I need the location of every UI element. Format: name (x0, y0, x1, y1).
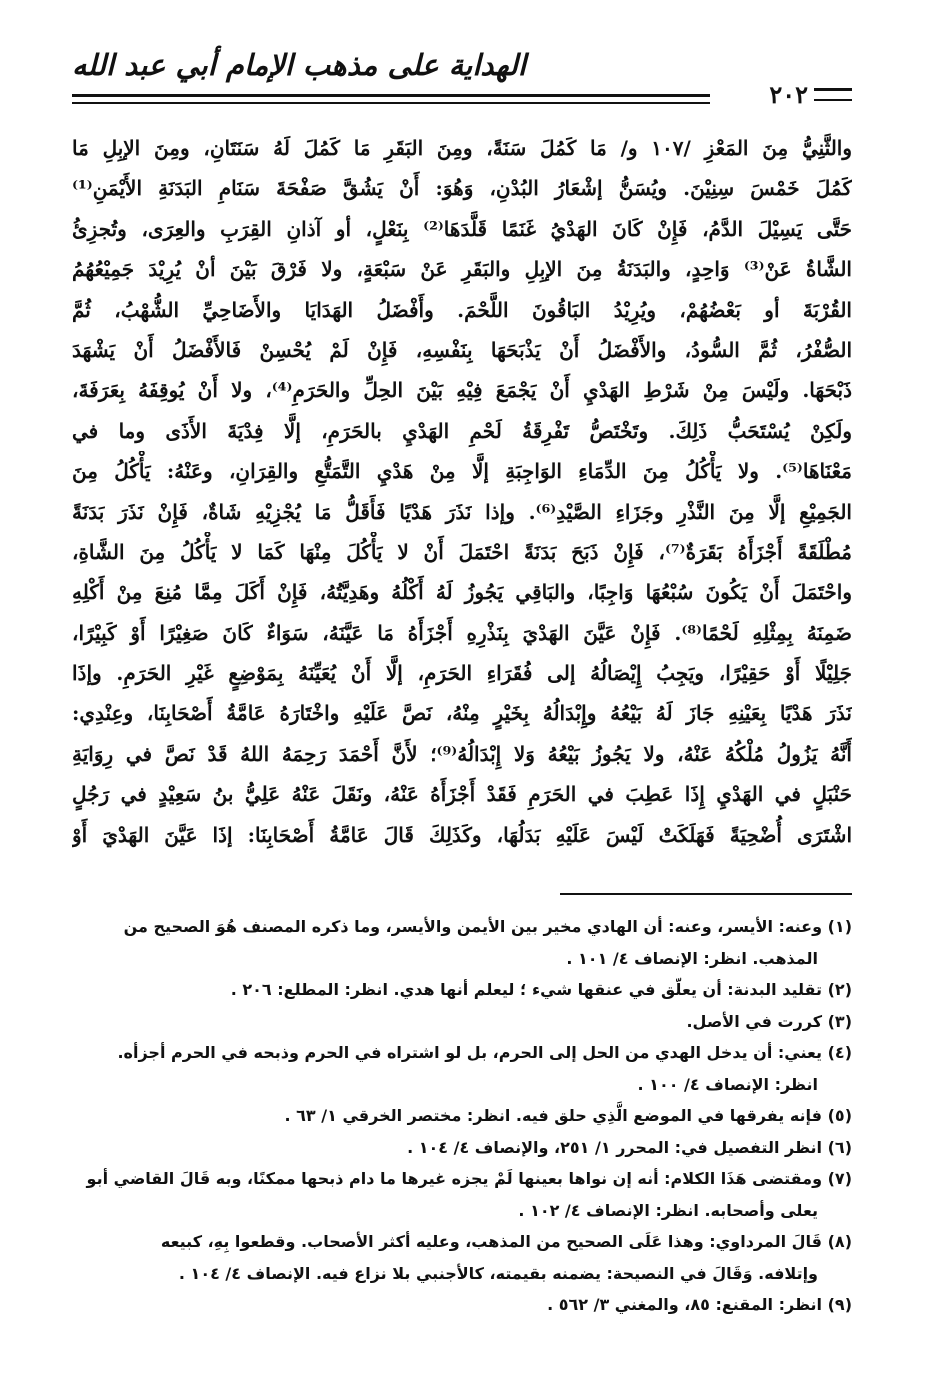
page-header (72, 40, 852, 118)
main-text (72, 128, 852, 855)
footnote-8: (٨) قَالَ المرداوي: وهذا عَلَى الصحيح من المذهب، وعليه أكثر الأصحاب. وقطعوا بِهِ، كبيعه (160, 1232, 852, 1252)
text-line: كَمُلَ خَمْسَ سِنِيْنَ. ويُسَنُّ إشْعَارُ البُدْنِ، وَهُوَ: أَنْ يَشُقَّ صَفْحَةَ سَنَامِ البَدَنَةِ الأَيْمَنِ⁽¹⁾ (72, 176, 852, 201)
footnote-separator (560, 893, 852, 895)
footnote-4: (٤) يعني: أن يدخل الهدي من الحل إلى الحرم، بل لو اشتراه في الحرم وذبحه في الحرم أجزأه. (117, 1043, 852, 1063)
footnote-5: (٥) فإنه يفرقها في الموضع الَّذِي حلق فيه. انظر: مختصر الخرقي ١/ ٦٣ . (284, 1106, 852, 1126)
footnote-9: (٩) انظر: المقنع: ٨٥، والمغني ٣/ ٥٦٢ . (547, 1295, 852, 1315)
footnote-7-continuation: يعلى وأصحابه. انظر: الإنصاف ٤/ ١٠٢ . (518, 1200, 818, 1220)
footnotes (72, 911, 852, 1321)
text-line: الشَّاةُ عَنْ⁽³⁾ وَاحِدٍ، والبَدَنَةُ مِنَ الإبِلِ والبَقَرِ عَنْ سَبْعَةٍ، ولا فَرْقَ بَيْنَ أنْ يُرِيْدَ جَمِيْعُهُمُ (72, 257, 852, 282)
text-line: ولَكِنْ يُسْتَحَبُّ ذَلِكَ. وتَخْتَصُّ تَفْرِقَةُ لَحْمِ الهَدْيِ بالحَرَمِ، إلَّا فِدْيَةَ الأَذَى وما في (72, 418, 852, 443)
footnote-1: (١) وعنه: الأيسر، وعنه: أن الهادي مخير بين الأيمن والأيسر، وما ذكره المصنف هُوَ الصحيح من (123, 917, 852, 937)
text-line: الصُّفْرُ، ثُمَّ السُّودُ، والأَفْضَلُ أَنْ يَذْبَحَهَا بِنَفْسِهِ، فَإِنْ لَمْ يُحْسِنْ فَالأَفْضَلُ أَنْ يَشْهَدَ (72, 337, 852, 362)
footnote-3: (٣) كررت في الأصل. (686, 1011, 852, 1031)
text-line: القُرْبَةَ أو بَعْضُهُمْ، ويُرِيْدُ البَاقُونَ اللَّحْمَ. وأَفْضَلُ الهَدَايَا والأَضَاحِيِّ الشُّهْبُ، ثُمَّ (72, 297, 852, 322)
text-line: ضَمِنَهُ بِمِثْلِهِ لَحْمًا⁽⁸⁾. فَإِنْ عَيَّنَ الهَدْيَ بِنَذْرِهِ أَجْزَأَهُ مَا عَيَّنَهُ، سَوَاءٌ كَانَ صَغِيْرًا أَوْ كَبِيْرًا، (72, 620, 852, 645)
text-line: حَنْبَلٍ في الهَدْيِ إِذَا عَطِبَ في الحَرَمِ فَقَدْ أَجْزَأَهُ عَنْهُ، ونَقَلَ عَنْهُ عَلِيُّ بنُ سَعِيْدٍ في رَجُلٍ (72, 782, 852, 807)
text-line: واحْتَمَلَ أَنْ يَكُونَ سُبْعُهَا وَاجِبًا، والبَاقِي يَجُوزُ لَهُ أَكْلُهُ وهَدِيَّتُهُ، فَإِنْ أَكَلَ مِمَّا مُنِعَ مِنْ أَكْلِهِ (72, 580, 852, 605)
text-line: مَعْنَاهَا⁽⁵⁾. ولا يَأْكُلُ مِنَ الدِّمَاءِ الوَاجِبَةِ إلَّا مِنْ هَدْيِ التَّمَتُّعِ والقِرَانِ، وعَنْهُ: يَأْكُلُ مِنَ (72, 459, 852, 484)
footnote-1-continuation: المذهب. انظر: الإنصاف ٤/ ١٠١ . (566, 948, 818, 968)
footnote-7: (٧) ومقتضى هَذَا الكلام: أنه إن نواها بعينها لَمْ يجزه غيرها ما دام ذبحها ممكنًا، وبه قَالَ القاضي أبو (86, 1169, 852, 1189)
footnote-2: (٢) تقليد البدنة: أن يعلّق في عنقها شيء ؛ ليعلم أنها هدي. انظر: المطلع: ٢٠٦ . (230, 980, 852, 1000)
running-title: الهداية على مذهب الإمام أبي عبد الله (72, 48, 526, 82)
text-line: مُطْلَقَةً أَجْزَأَهُ بَقَرَةٌ⁽⁷⁾، فَإِنْ ذَبَحَ بَدَنَةً احْتَمَلَ أَنْ لا يَأْكُلَ مِنْهَا كَمَا لا يَأْكُلُ مِنَ الشَّاةِ، (72, 539, 852, 564)
footnote-8-continuation: وإتلافه. وَقَالَ في النصيحة: يضمنه بقيمته، كالأجنبي بلا نزاع فيه. الإنصاف ٤/ ١٠٤ . (178, 1263, 818, 1283)
footnote-4-continuation: انظر: الإنصاف ٤/ ١٠٠ . (637, 1074, 818, 1094)
text-line: جَلِيْلًا أَوْ حَقِيْرًا، ويَجِبُ إِيْصَالُهُ إلى فُقَرَاءِ الحَرَمِ، إلَّا أَنْ يُعَيِّنَهُ بِمَوْضِعٍ غَيْرِ الحَرَمِ. وإذَا (72, 661, 852, 686)
text-line: اشْتَرَى أُضْحِيَةً فَهَلَكَتْ لَيْسَ عَلَيْهِ بَدَلُهَا، وكَذَلِكَ قَالَ عَامَّةُ أَصْحَابِنَا: إذَا عَيَّنَ الهَدْيَ أَوْ (72, 822, 852, 847)
text-line: ذَبْحَهَا. ولَيْسَ مِنْ شَرْطِ الهَدْيِ أَنْ يَجْمَعَ فِيْهِ بَيْنَ الحِلِّ والحَرَمِ⁽⁴⁾، ولا أَنْ يُوقِفَهُ بِعَرَفَةَ، (72, 378, 852, 403)
footnote-6: (٦) انظر التفصيل في: المحرر ١/ ٢٥١، والإنصاف ٤/ ١٠٤ . (407, 1137, 852, 1157)
page-number: ٢٠٢ (769, 80, 808, 109)
text-line: والثَّنِيُّ مِنَ المَعْزِ /١٠٧ و/ مَا كَمُلَ سَنَةً، ومِنَ البَقَرِ مَا كَمُلَ لَهُ سَنَتَانِ، ومِنَ الإبِلِ مَا (72, 136, 852, 160)
text-line: الجَمِيْعِ إلَّا مِنَ النَّذْرِ وجَزَاءِ الصَّيْدِ⁽⁶⁾. وإذا نَذَرَ هَدْيًا فَأَقَلُّ مَا يُجْزِيْهِ شَاةٌ، فَإِنْ نَذَرَ بَدَنَةً (72, 499, 852, 524)
text-line: نَذَرَ هَدْيًا بِعَيْنِهِ جَازَ لَهُ بَيْعُهُ وإِبْدَالُهُ بِخَيْرٍ مِنْهُ، نَصَّ عَلَيْهِ واخْتَارَهُ عَامَّةُ أَصْحَابِنَا، وعِنْدِي: (72, 701, 852, 726)
header-rule-second (72, 102, 710, 104)
page-number-rule (814, 88, 852, 101)
text-line: أَنَّهُ يَزُولُ مُلْكُهُ عَنْهُ، ولا يَجُوزُ بَيْعُهُ وَلا إِبْدَالُهُ⁽⁹⁾؛ لأَنَّ أَحْمَدَ رَحِمَهُ اللهُ قَدْ نَصَّ في رِوَايَةِ (72, 741, 852, 766)
text-line: حَتَّى يَسِيْلَ الدَّمُ، فَإِنْ كَانَ الهَدْيُ غَنَمًا قَلَّدَهَا⁽²⁾ بِنَعْلٍ، أو آذانِ القِرَبِ والعِرَى، وتُجزِئُ (72, 216, 852, 241)
header-rule (72, 94, 710, 97)
book-page (72, 40, 852, 1360)
